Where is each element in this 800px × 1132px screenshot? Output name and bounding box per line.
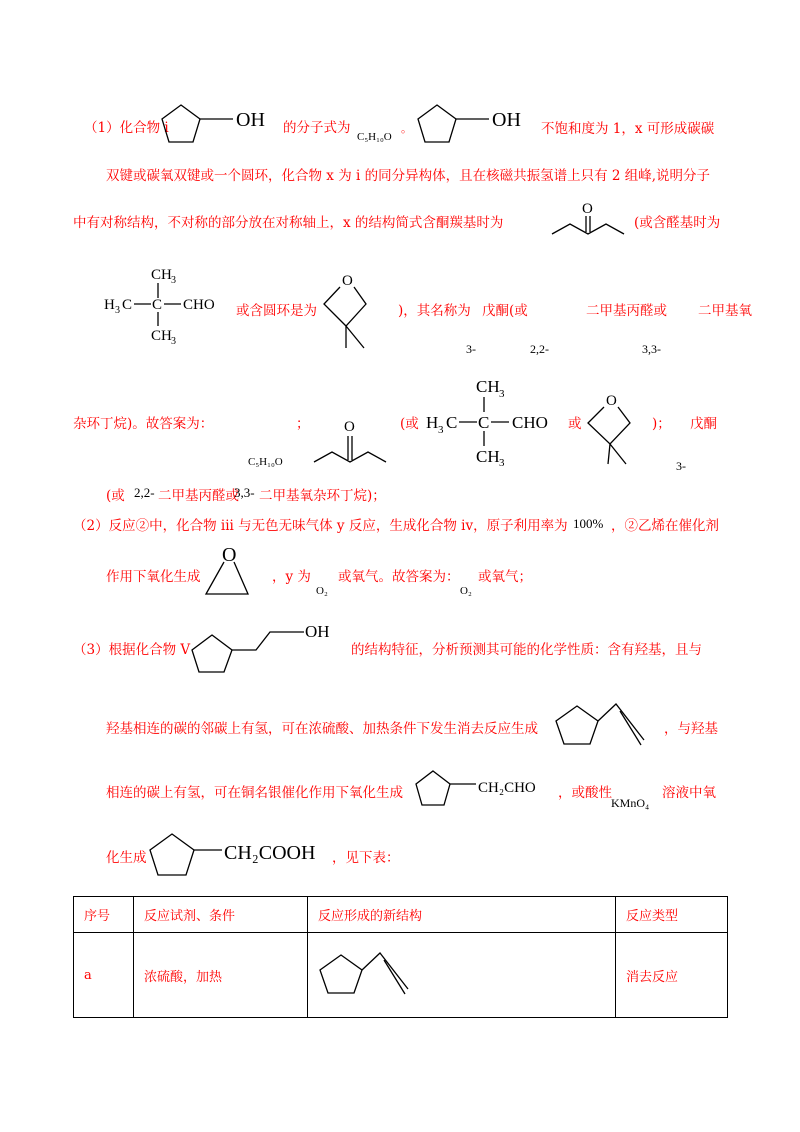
cyclopentylacetaldehyde-structure [414, 768, 554, 812]
formula-c5h10o-answer: C₅H₁₀O [248, 456, 283, 468]
cell-new-structure [308, 933, 616, 1018]
p1-formula-label: 的分子式为 [283, 120, 351, 136]
pentanone-structure-answer [310, 414, 390, 468]
reaction-table [73, 896, 728, 1018]
h3c-left: H [426, 413, 439, 432]
dimethyloxetane-structure [322, 266, 392, 354]
p2-line2-d: 或氧气； [478, 569, 532, 585]
header-index: 序号 [74, 897, 134, 933]
p1-period: 。 [401, 122, 412, 135]
svg-text:C: C [446, 413, 458, 432]
p3-line2-b: ，与羟基 [664, 721, 718, 737]
p3-line3-c: 溶液中氧 [662, 785, 716, 801]
ch3-bottom: CH [151, 328, 172, 344]
p1-line4-d: 二甲基丙醛或 [586, 303, 667, 319]
p3-line4-b: ，见下表： [332, 850, 400, 866]
kmno4-formula: KMnO₄ [611, 796, 650, 810]
oxygen-label: O [342, 273, 353, 289]
p1-line3-end: (或含醛基时为 [634, 215, 721, 231]
p1-line3: 中有对称结构，不对称的部分放在对称轴上，x 的结构简式含酮羰基时为 [73, 215, 504, 231]
prefix-3-3-answer: 3,3- [234, 485, 255, 500]
p1-line5-d: )； [652, 416, 671, 432]
svg-text:3: 3 [438, 424, 444, 436]
svg-text:3: 3 [499, 388, 505, 400]
p2-line1: （2）反应②中，化合物 iii 与无色无味气体 y 反应，生成化合物 iv，原子利用率为 [73, 518, 568, 534]
vinylcyclopentane-structure [554, 692, 664, 752]
prefix-3-answer: 3- [676, 459, 686, 473]
central-carbon: C [152, 297, 163, 313]
pentanone-structure [548, 196, 628, 246]
svg-text:3: 3 [115, 305, 120, 316]
central-carbon: C [478, 413, 490, 432]
p3-line3-b: ，或酸性 [558, 785, 612, 801]
ch3-top: CH [476, 377, 500, 396]
oxygen-label: O [606, 393, 617, 409]
p1-line4-b: )，其名称为 [398, 303, 471, 319]
p1-line5-e: 戊酮 [690, 416, 717, 432]
p1-line6-a: (或 [106, 488, 125, 504]
ch3-top: CH [151, 267, 172, 283]
p3-line1-b: 的结构特征，分析预测其可能的化学性质：含有羟基，且与 [351, 642, 702, 658]
svg-text:3: 3 [171, 336, 176, 347]
cell-reaction-type: 消去反应 [616, 933, 728, 1018]
prefix-3: 3- [466, 342, 476, 356]
cell-conditions: 浓硫酸，加热 [134, 933, 308, 1018]
p2-line1-end: ，②乙烯在催化剂 [611, 518, 719, 534]
svg-text:C: C [122, 297, 133, 313]
p1-line4-e: 二甲基氧 [698, 303, 752, 319]
svg-text:3: 3 [171, 275, 176, 286]
p2-line2-c: 或氧气。故答案为： [338, 569, 460, 585]
cyclopentanol-structure-2 [416, 101, 536, 151]
prefix-2-2-answer: 2,2- [134, 485, 155, 500]
oh-label: OH [492, 109, 521, 131]
dimethyloxetane-structure-answer [586, 388, 656, 468]
p1-line5-colon: ； [296, 416, 310, 432]
p1-line4-c: 戊酮(或 [482, 303, 528, 319]
formula-c5h10o: C₅H₁₀O [357, 131, 392, 143]
p1-line5-b: (或 [400, 416, 419, 432]
p3-line2-a: 羟基相连的碳的邻碳上有氢，可在浓硫酸、加热条件下发生消去反应生成 [106, 721, 538, 737]
table-row [74, 933, 728, 1018]
oxygen-label: O [582, 201, 593, 217]
p3-line1-a: （3）根据化合物 V [73, 642, 191, 658]
percent-100: 100% [573, 516, 604, 531]
oh-label: OH [236, 109, 265, 131]
cell-index: a [74, 933, 134, 1018]
header-conditions: 反应试剂、条件 [134, 897, 308, 933]
oxygen-formula: O₂ [316, 585, 328, 597]
ch2cho-label: CH₂CHO [478, 780, 536, 796]
p1-line6-c: 二甲基氧杂环丁烷)； [259, 488, 386, 504]
dimethylpropanal-structure [100, 262, 235, 352]
p1-line5-a: 杂环丁烷)。故答案为： [73, 416, 214, 432]
oxygen-formula-answer: O₂ [460, 585, 472, 597]
table-header-row [74, 897, 728, 933]
p3-line4-a: 化生成 [106, 850, 147, 866]
prefix-3-3: 3,3- [642, 342, 661, 356]
cyclopentylethanol-structure [190, 616, 340, 674]
oxygen-label: O [222, 544, 237, 566]
header-new-structure: 反应形成的新结构 [308, 897, 616, 933]
p1-line1-start: （1）化合物 i [84, 120, 169, 136]
cyclopentylacetic-acid-structure [148, 830, 338, 880]
oh-label: OH [305, 622, 330, 641]
vinylcyclopentane-structure-table [318, 945, 418, 1005]
p1-line1-end: 不饱和度为 1，x 可形成碳碳 [541, 121, 715, 137]
p1-line6-b: 二甲基丙醛或 [158, 488, 239, 504]
p3-line3-a: 相连的碳上有氢，可在铜名银催化作用下氧化生成 [106, 785, 403, 801]
p2-line2-b: ，y 为 [272, 569, 311, 585]
p1-line5-c: 或 [568, 416, 582, 432]
oxygen-label: O [344, 419, 355, 435]
header-reaction-type: 反应类型 [616, 897, 728, 933]
p2-line2-a: 作用下氧化生成 [106, 569, 201, 585]
cho-label: CHO [512, 413, 548, 432]
ch2cooh-label: CH₂COOH [224, 842, 316, 864]
ethylene-oxide-structure [200, 544, 260, 599]
ch3-bottom: CH [476, 447, 500, 466]
prefix-2-2: 2,2- [530, 342, 549, 356]
cho-label: CHO [183, 297, 215, 313]
h3c-left: H [104, 297, 115, 313]
dimethylpropanal-structure-answer [418, 376, 568, 468]
p1-line4-a: 或含圆环是为 [236, 303, 317, 319]
p1-line2: 双键或碳氧双键或一个圆环，化合物 x 为 i 的同分异构体，且在核磁共振氢谱上只有 2 组峰,说明分子 [106, 168, 711, 184]
cyclopentanol-structure [160, 101, 280, 151]
svg-text:3: 3 [499, 457, 505, 469]
